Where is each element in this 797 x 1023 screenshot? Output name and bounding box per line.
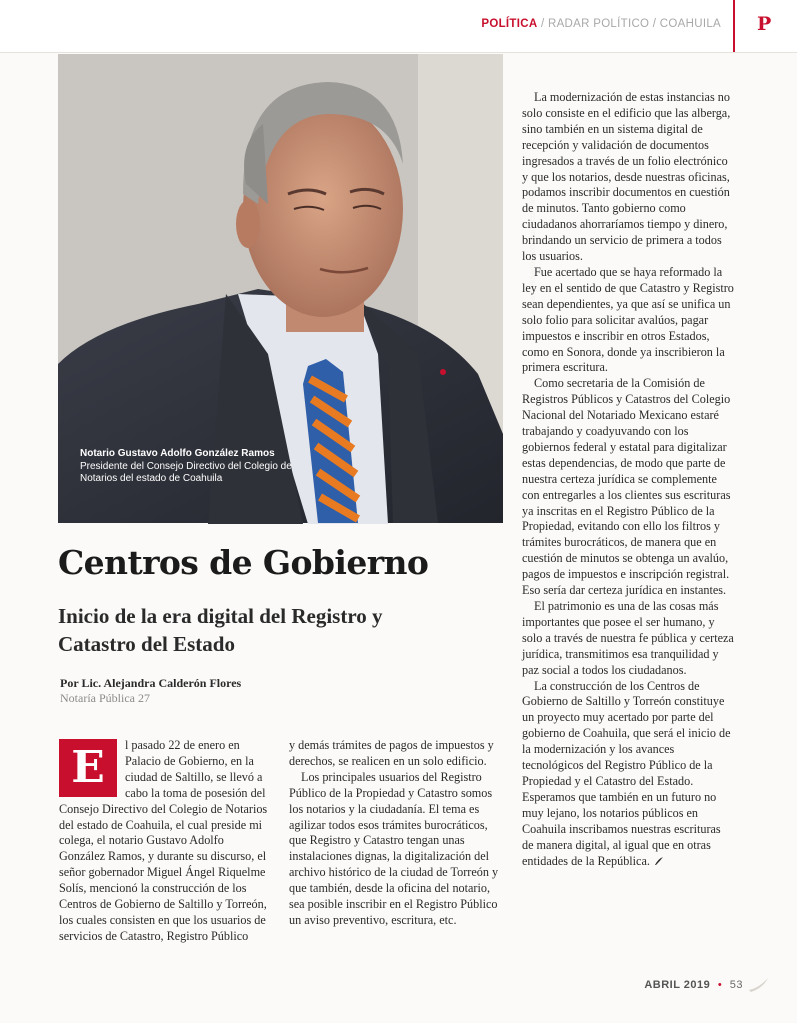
magazine-logo: P — [757, 13, 772, 35]
paragraph: Como secretaria de la Comisión de Registros Públicos y Catastros del Colegio Nacional del Notariado Mexicano estaré trabajando y coadyuvando con los gobiernos federal y estatal para digitalizar estas dependencias, de modo que parte de nuestra certeza jurídica se complemente con entregarles a los clientes sus escrituras ya inscritas en el Registro Público de la Propiedad, evitando con ello los filtros y trámites burocráticos, de manera que en cuestión de minutos se obtenga un avalúo, pagos de impuestos e inscripción registral. Eso sería dar certeza jurídica en instantes. — [522, 376, 731, 598]
photo-credit: Fuente www.eldiariodecoahuila.com.mx — [528, 193, 537, 334]
breadcrumb-separator: / — [540, 18, 545, 30]
paragraph: Los principales usuarios del Registro Público de la Propiedad y Catastro somos los notarios y la ciudadanía. El tema es agilizar todos esos trámites burocráticos, que Registro y Catastro tengan unas instalaciones dignas, la digitalización del archivo histórico de la ciudad de Torreón y que también, desde la oficina del notario, sea posible inscribir en el Registro Público un aviso preventivo, escritura, etc. — [289, 769, 499, 927]
photo-caption — [80, 448, 295, 486]
article-subtitle: Inicio de la era digital del Registro y Catastro del Estado — [58, 604, 383, 656]
paragraph: La modernización de estas instancias no solo consiste en el edificio que las alberga, sino también en un sistema digital de recepción y validación de documentos ingresados a través de un folio electrónico y que los notarios, desde nuestras oficinas, podamos inscribir documentos en cuestión de minutos. Tanto gobierno como ciudadanos ahorraríamos tiempo y dinero, brindando un servicio de primera a todos los usuarios. — [522, 90, 731, 264]
paragraph: Fue acertado que se haya reformado la ley en el sentido de que Catastro y Registro sean dependientes, ya que así se unifica un solo folio para solicitar avalúos, pagar impuestos e inscribir en otros Estados, como en Sonora, donde ya inscribieron la primera escritura. — [522, 264, 734, 375]
caption-name: Notario Gustavo Adolfo González Ramos — [80, 448, 275, 459]
page-header — [0, 0, 797, 53]
author-byline — [60, 676, 241, 706]
breadcrumb-separator: / — [652, 18, 657, 30]
breadcrumb-sub-section[interactable]: RADAR POLÍTICO — [547, 18, 650, 30]
end-of-article-icon — [654, 856, 664, 866]
page-corner-icon — [749, 976, 769, 992]
paragraph: l pasado 22 de enero en Palacio de Gobierno, en la ciudad de Saltillo, se llevó a cabo la toma de posesión del Consejo Directivo del Colegio de Notarios del estado de Coahuila, el cual preside mi colega, el notario Gustavo Adolfo González Ramos, y durante su discurso, el señor gobernador Miguel Ángel Riquelme Solís, mencionó la construcción de los Centros de Gobierno de Saltillo y Torreón, los cuales consisten en que los usuarios de servicios de Catastro, Registro Público — [59, 738, 268, 943]
author-office: Notaría Pública 27 — [60, 691, 150, 705]
issue-date: ABRIL 2019 — [644, 979, 711, 991]
article-column-2 — [289, 738, 500, 929]
page-number: 53 — [729, 979, 743, 991]
paragraph: El patrimonio es una de las cosas más importantes que posee el ser humano, y solo a través de nuestra fe pública y certeza jurídica, transmitimos esa tranquilidad y paz social a todos los ciudadanos. — [522, 599, 734, 677]
paragraph: y demás trámites de pagos de impuestos y derechos, se realicen en un solo edificio. — [289, 738, 494, 768]
paragraph-text: La construcción de los Centros de Gobierno de Saltillo y Torreón constituye un proyecto muy acertado por parte del gobierno de Coahuila, que será el inicio de la modernización y los avances tecnológicos del Registro Público de la Propiedad y el Catastro del Estado. Esperamos que también en un futuro no muy lejano, los notarios públicos en Coahuila inscribamos nuestras escrituras de manera digital, al igual que en otras entidades de la República. — [522, 678, 731, 868]
drop-cap: E — [59, 739, 117, 797]
breadcrumb-region[interactable]: COAHUILA — [659, 18, 721, 30]
author-name: Por Lic. Alejandra Calderón Flores — [60, 676, 242, 690]
breadcrumb — [481, 18, 721, 30]
caption-role: Presidente del Consejo Directivo del Colegio de Notarios del estado de Coahuila — [80, 460, 292, 484]
page-footer — [644, 979, 743, 991]
article-column-3 — [522, 90, 734, 869]
article-title: Centros de Gobierno — [58, 543, 429, 582]
article-column-1 — [59, 738, 270, 945]
footer-separator: • — [717, 979, 723, 991]
paragraph-last — [522, 679, 734, 870]
header-divider — [733, 0, 735, 52]
breadcrumb-section[interactable]: POLÍTICA — [481, 18, 538, 30]
